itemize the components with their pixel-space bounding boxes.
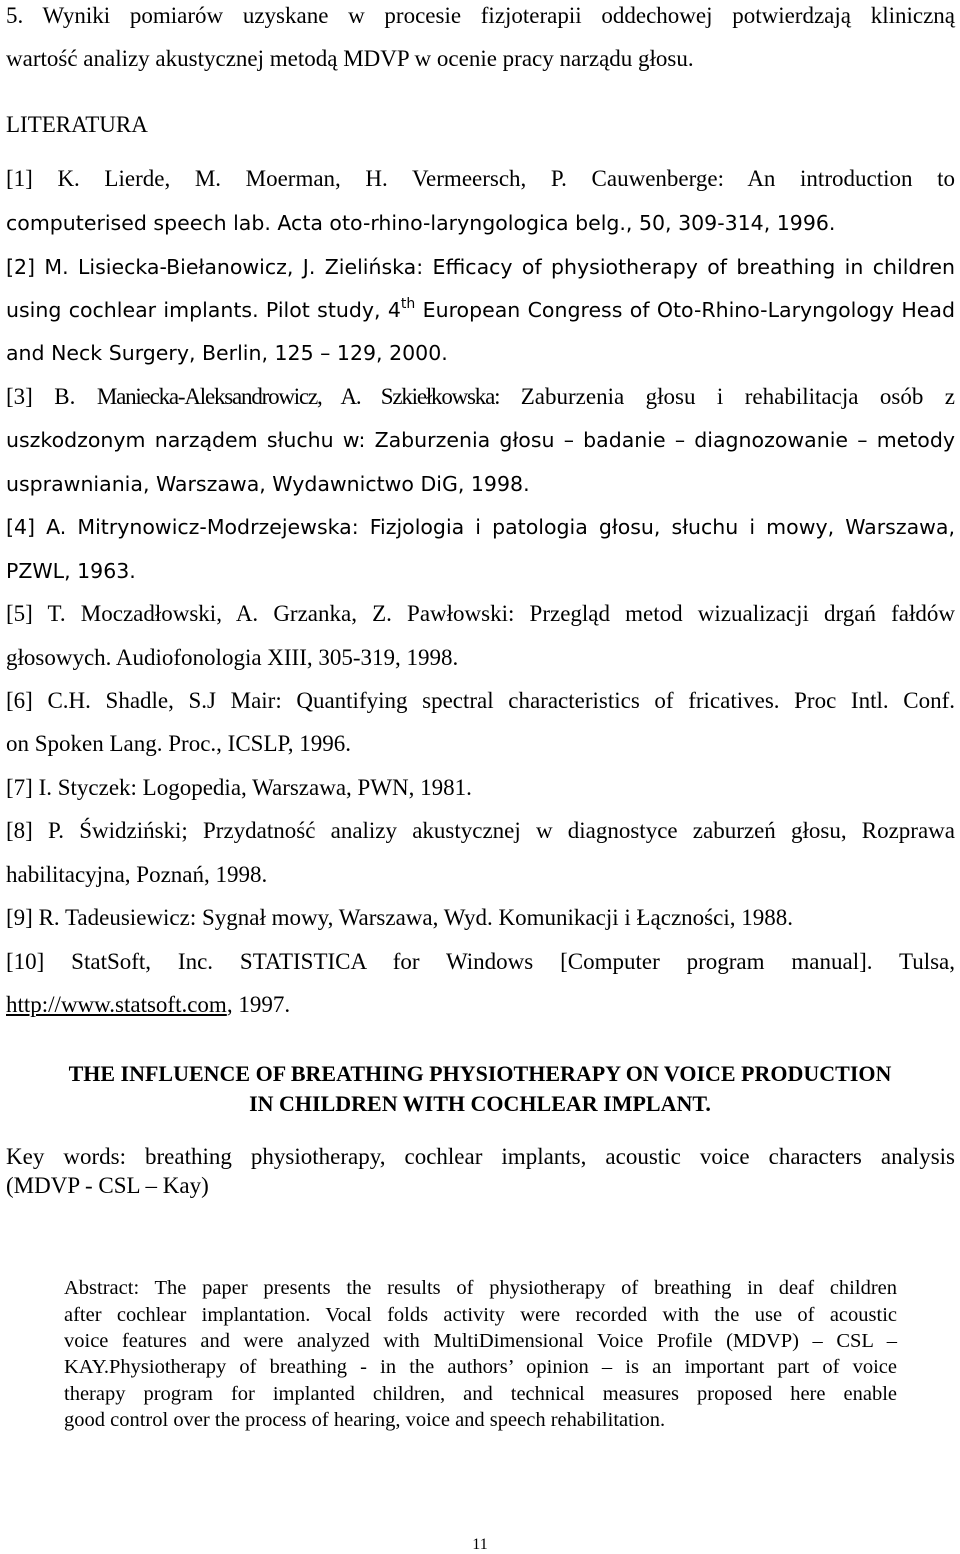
reference-2-line: using cochlear implants. Pilot study, 4th European Congress of Oto-Rhino-Laryngology Head	[6, 296, 955, 322]
reference-2-line: [2] M. Lisiecka-Biełanowicz, J. Zielińska: Efficacy of physiotherapy of breathing in children	[6, 255, 955, 279]
keywords-line: Key words: breathing physiotherapy, cochlear implants, acoustic voice characters analysis	[6, 1144, 955, 1169]
english-title-line: THE INFLUENCE OF BREATHING PHYSIOTHERAPY ON VOICE PRODUCTION	[68, 1061, 892, 1086]
abstract-line: therapy program for implanted children, and technical measures proposed here enable	[64, 1383, 897, 1405]
reference-6-line: on Spoken Lang. Proc., ICSLP, 1996.	[6, 731, 351, 756]
abstract-line: Abstract: The paper presents the results of physiotherapy of breathing in deaf children	[64, 1277, 897, 1299]
reference-9-line: [9] R. Tadeusiewicz: Sygnał mowy, Warszawa, Wyd. Komunikacji i Łączności, 1988.	[6, 905, 793, 930]
section-heading-literatura: LITERATURA	[6, 112, 148, 137]
abstract-line: KAY.Physiotherapy of breathing - in the authors’ opinion – is an important part of voice	[64, 1356, 897, 1378]
reference-3-line: [3] B. Maniecka-Aleksandrowicz, A. Szkiełkowska: Zaburzenia głosu i rehabilitacja osób z	[6, 384, 955, 409]
reference-5-line: głosowych. Audiofonologia XIII, 305-319, 1998.	[6, 645, 459, 670]
abstract-line: after cochlear implantation. Vocal folds activity were recorded with the use of acoustic	[64, 1304, 897, 1326]
reference-4-line: [4] A. Mitrynowicz-Modrzejewska: Fizjologia i patologia głosu, słuchu i mowy, Warszawa,	[6, 515, 955, 539]
reference-10-line: [10] StatSoft, Inc. STATISTICA for Windows [Computer program manual]. Tulsa,	[6, 949, 955, 974]
reference-8-line: habilitacyjna, Poznań, 1998.	[6, 862, 268, 887]
reference-7-line: [7] I. Styczek: Logopedia, Warszawa, PWN, 1981.	[6, 775, 472, 800]
reference-3-line: uszkodzonym narządem słuchu w: Zaburzenia głosu – badanie – diagnozowanie – metody	[6, 428, 955, 452]
reference-10-line: http://www.statsoft.com, 1997.	[6, 992, 291, 1017]
reference-2-line: and Neck Surgery, Berlin, 125 – 129, 2000.	[6, 341, 448, 365]
conclusion-line: 5. Wyniki pomiarów uzyskane w procesie fizjoterapii oddechowej potwierdzają kliniczną	[6, 3, 955, 28]
conclusion-line: wartość analizy akustycznej metodą MDVP w ocenie pracy narządu głosu.	[6, 46, 694, 71]
reference-3-line: usprawniania, Warszawa, Wydawnictwo DiG, 1998.	[6, 472, 530, 496]
reference-4-line: PZWL, 1963.	[6, 559, 136, 583]
page-number: 11	[472, 1536, 488, 1553]
english-title-line: IN CHILDREN WITH COCHLEAR IMPLANT.	[249, 1091, 711, 1116]
reference-8-line: [8] P. Świdziński; Przydatność analizy akustycznej w diagnostyce zaburzeń głosu, Rozprawa	[6, 818, 955, 843]
reference-1-line: [1] K. Lierde, M. Moerman, H. Vermeersch, P. Cauwenberge: An introduction to	[6, 166, 955, 191]
abstract-line: good control over the process of hearing, voice and speech rehabilitation.	[64, 1409, 666, 1431]
reference-6-line: [6] C.H. Shadle, S.J Mair: Quantifying spectral characteristics of fricatives. Proc Intl. Conf.	[6, 688, 955, 713]
reference-5-line: [5] T. Moczadłowski, A. Grzanka, Z. Pawłowski: Przegląd metod wizualizacji drgań fałdów	[6, 601, 955, 626]
abstract-line: voice features and were analyzed with MultiDimensional Voice Profile (MDVP) – CSL –	[64, 1330, 897, 1352]
keywords-line: (MDVP - CSL – Kay)	[6, 1173, 209, 1198]
statsoft-link[interactable]: http://www.statsoft.com	[6, 992, 227, 1017]
reference-1-line: computerised speech lab. Acta oto-rhino-laryngologica belg., 50, 309-314, 1996.	[6, 211, 836, 235]
